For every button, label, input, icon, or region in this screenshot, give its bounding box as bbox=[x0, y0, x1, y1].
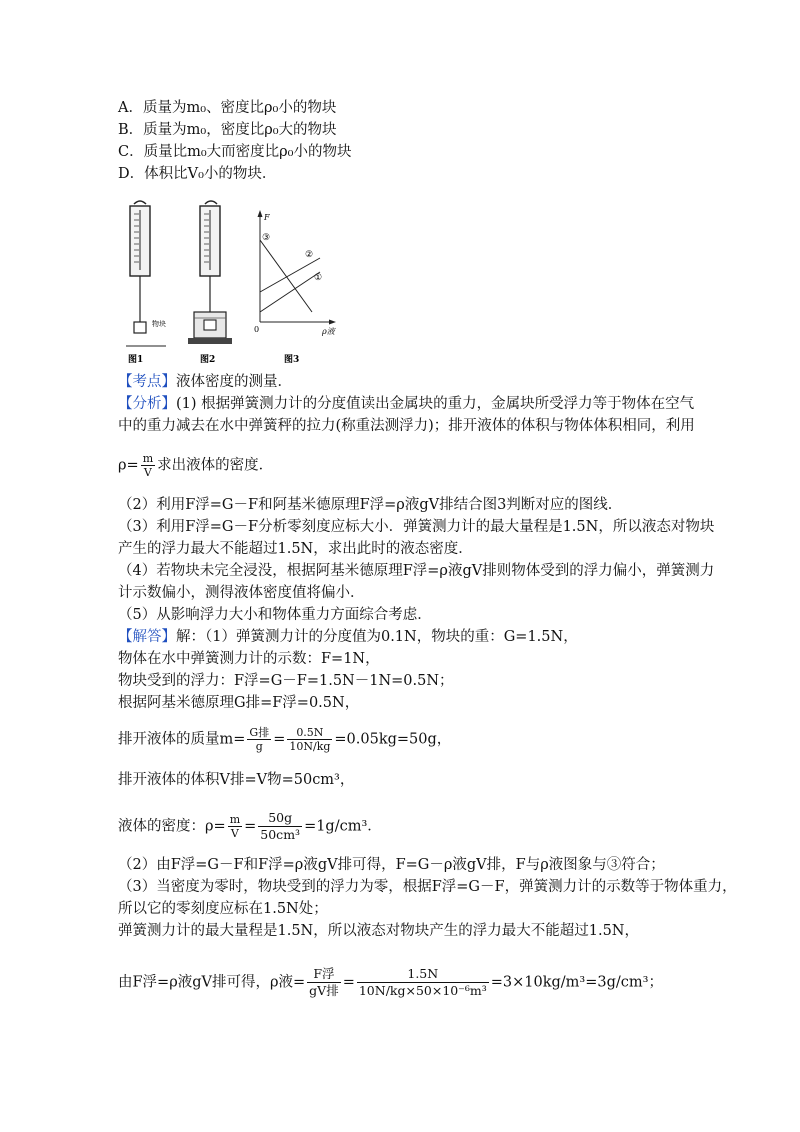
kaodian-line bbox=[118, 372, 292, 392]
jieda-line-4: 根据阿基米德原理G排=F浮=0.5N， bbox=[118, 695, 360, 711]
mass-formula-post: =0.05kg=50g， bbox=[334, 731, 452, 748]
mass-fraction-2 bbox=[287, 726, 332, 753]
density-fraction-1-num: m bbox=[229, 813, 241, 826]
density-formula-pre: 液体的密度：ρ= bbox=[118, 818, 226, 835]
jieda-line-7: 液体的密度：ρ= $\frac{m}{V}$ = $\frac{50g}{\text{50cm³}}$ =1g/cm³． bbox=[118, 810, 382, 842]
fenxi-formula-pre: ρ= bbox=[118, 457, 139, 474]
fenxi-line-5: （3）利用F浮=G－F分析零刻度应标大小．弹簧测力计的最大量程是1.5N，所以液态对物块 bbox=[118, 519, 715, 535]
fenxi-line-2: 中的重力减去在水中弹簧秤的拉力(称重法测浮力)；排开液体的体积与物体体积相同，利用 bbox=[118, 418, 695, 434]
axis-f-label: F bbox=[264, 213, 270, 222]
density-fraction-1-den: V bbox=[230, 827, 239, 840]
axis-rho-label: ρ液 bbox=[322, 327, 335, 336]
fenxi-line-8: 计示数偏小，测得液体密度值将偏小． bbox=[118, 585, 365, 601]
liquid-density-fraction-2-num: 1.5N bbox=[357, 966, 489, 983]
figure-3-graph bbox=[254, 210, 337, 365]
fenxi-tag: 【分析】 bbox=[118, 396, 176, 412]
option-a: A．质量为m₀、密度比ρ₀小的物块 bbox=[118, 100, 337, 116]
liquid-density-fraction-1-num: F浮 bbox=[307, 966, 341, 983]
jieda-line-1 bbox=[118, 627, 578, 647]
fenxi-line-7: （4）若物块未完全浸没，根据阿基米德原理F浮=ρ液gV排则物体受到的浮力偏小，弹簧测力 bbox=[118, 563, 715, 579]
density-fraction-2 bbox=[258, 810, 302, 843]
mass-fraction-1 bbox=[247, 726, 271, 753]
line-label-2: ② bbox=[305, 250, 314, 260]
fenxi-line-1 bbox=[118, 394, 694, 414]
mass-formula-pre: 排开液体的质量m= bbox=[118, 731, 246, 748]
option-c: C．质量比m₀大而密度比ρ₀小的物块 bbox=[118, 144, 352, 160]
option-b: B．质量为m₀，密度比ρ₀大的物块 bbox=[118, 122, 337, 138]
liquid-density-fraction-2 bbox=[357, 966, 489, 999]
jieda-line-10: 所以它的零刻度应标在1.5N处； bbox=[118, 901, 328, 917]
figure-2-spring-scale-beaker bbox=[188, 201, 232, 365]
jieda-line-3: 物块受到的浮力：F浮=G－F=1.5N－1N=0.5N； bbox=[118, 673, 454, 689]
fig2-label: 图2 bbox=[200, 355, 216, 365]
figure-1-spring-scale bbox=[126, 201, 166, 365]
jieda-line-12: 由F浮=ρ液gV排可得，ρ液= $\frac{\text{F浮}}{\text{gV排}}$ = $\frac{1.5N}{\text{10N/kg×50×10⁻⁶m³}}$ =3×10kg/m³=3g/cm³； bbox=[118, 966, 663, 998]
fenxi-fraction bbox=[141, 452, 155, 479]
liquid-density-pre: 由F浮=ρ液gV排可得，ρ液= bbox=[118, 974, 306, 991]
fenxi-line-4: （2）利用F浮=G－F和阿基米德原理F浮=ρ液gV排结合图3判断对应的图线． bbox=[118, 497, 623, 513]
fenxi-fraction-den: V bbox=[143, 466, 152, 479]
line-label-1: ① bbox=[314, 273, 323, 283]
density-formula-post: =1g/cm³． bbox=[304, 818, 382, 835]
jieda-line-11: 弹簧测力计的最大量程是1.5N，所以液态对物块产生的浮力最大不能超过1.5N， bbox=[118, 923, 639, 939]
liquid-density-post: =3×10kg/m³=3g/cm³； bbox=[490, 974, 663, 991]
fenxi-fraction-num: m bbox=[142, 452, 154, 465]
fenxi-line-9: （5）从影响浮力大小和物体重力方面综合考虑． bbox=[118, 607, 432, 623]
density-fraction-1 bbox=[228, 813, 242, 840]
mass-fraction-2-den: 10N/kg bbox=[289, 740, 331, 753]
block-label: 物块 bbox=[152, 320, 166, 328]
fenxi-formula-post: 求出液体的密度． bbox=[157, 457, 274, 474]
option-d: D．体积比V₀小的物块． bbox=[118, 166, 277, 182]
jieda-line-6: 排开液体的体积V排=V物=50cm³， bbox=[118, 772, 355, 788]
liquid-density-fraction-2-den: 10N/kg×50×10⁻⁶m³ bbox=[358, 983, 487, 998]
fig3-label: 图3 bbox=[284, 355, 300, 365]
mass-fraction-1-den: g bbox=[255, 740, 263, 753]
mass-fraction-2-num: 0.5N bbox=[287, 726, 332, 740]
origin-label: 0 bbox=[254, 325, 260, 334]
jieda-line-5: 排开液体的质量m= $\frac{\text{G排}}{g}$ = $\frac{0.5N}{10N/kg}$ =0.05kg=50g， bbox=[118, 726, 452, 753]
liquid-density-fraction-1-den: gV排 bbox=[309, 983, 339, 998]
experiment-figures bbox=[122, 200, 342, 368]
density-fraction-2-num: 50g bbox=[258, 810, 302, 827]
kaodian-text: 液体密度的测量． bbox=[176, 374, 292, 390]
fenxi-line-3 bbox=[118, 452, 273, 479]
jieda-tag: 【解答】 bbox=[118, 629, 176, 645]
mass-fraction-1-num: G排 bbox=[249, 726, 270, 739]
fenxi-line-6: 产生的浮力最大不能超过1.5N，求出此时的液态密度． bbox=[118, 541, 473, 557]
line-label-3: ③ bbox=[262, 233, 271, 243]
liquid-density-fraction-1 bbox=[307, 966, 341, 999]
jieda-line-2: 物体在水中弹簧测力计的示数：F=1N， bbox=[118, 651, 380, 667]
density-fraction-2-den: 50cm³ bbox=[260, 827, 301, 842]
jieda-line-9: （3）当密度为零时，物块受到的浮力为零，根据F浮=G－F，弹簧测力计的示数等于物体重力， bbox=[118, 879, 737, 895]
jieda-line-8: （2）由F浮=G－F和F浮=ρ液gV排可得，F=G－ρ液gV排，F与ρ液图象与③符合； bbox=[118, 857, 665, 873]
fenxi-text-1: (1) 根据弹簧测力计的分度值读出金属块的重力，金属块所受浮力等于物体在空气 bbox=[176, 396, 695, 412]
fig1-label: 图1 bbox=[128, 355, 144, 365]
kaodian-tag: 【考点】 bbox=[118, 374, 176, 390]
jieda-text-1: 解：（1）弹簧测力计的分度值为0.1N，物块的重：G=1.5N， bbox=[176, 629, 578, 645]
